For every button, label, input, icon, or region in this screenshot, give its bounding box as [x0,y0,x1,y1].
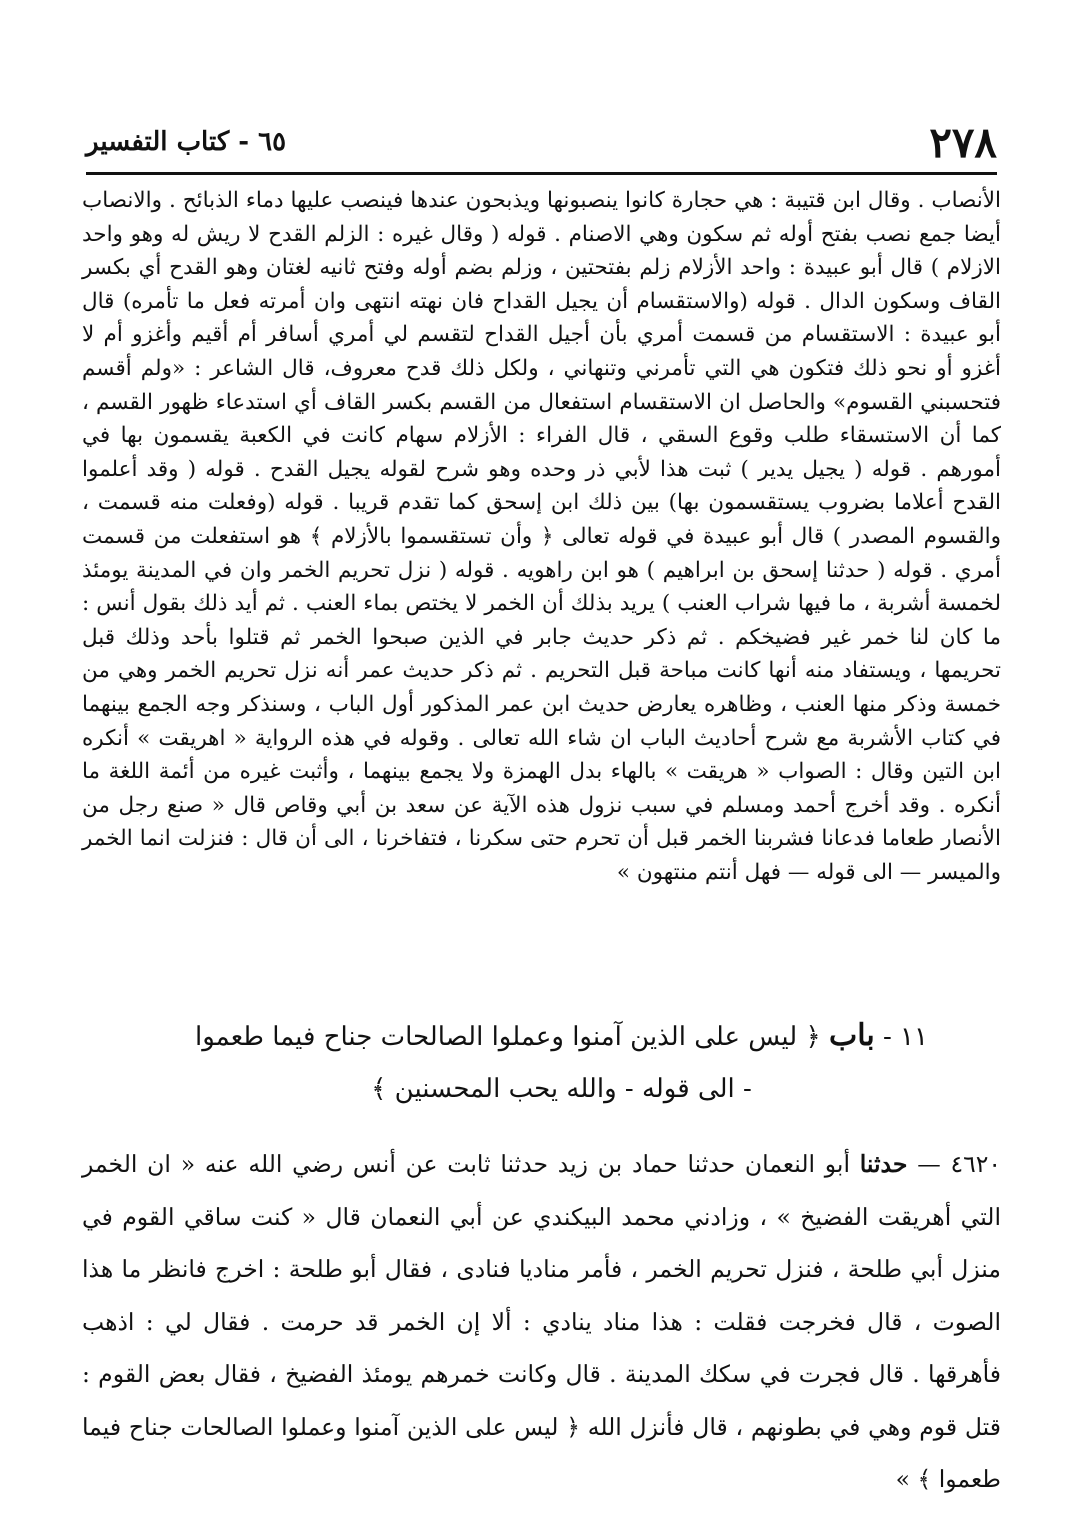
chapter-verse-start: ﴿ ليس على الذين آمنوا وعملوا الصالحات جناح فيما طعموا [195,1022,821,1052]
page-header [86,112,997,172]
chapter-heading-line-1 [150,1010,973,1063]
chapter-number: ١١ - [882,1022,928,1052]
commentary-paragraph: الأنصاب . وقال ابن قتيبة : هي حجارة كانوا ينصبونها ويذبحون عندها فينصب عليها دماء الذبائح . والانصاب أيضا جمع نصب بفتح أوله ثم سكون وهي الاصنام . قوله ( وقال غيره : الزلم القدح لا ريش له وهو واحد الازلام ) قال أبو عبيدة : واحد الأزلام زلم بفتحتين ، وزلم بضم أوله وفتح ثانيه لغتان وهو القدح أي بكسر القاف وسكون الدال . قوله (والاستقسام أن يجيل القداح فان نهته انتهى وان أمرته فعل ما تأمره) قال أبو عبيدة : الاستقسام من قسمت أمري بأن أجيل القداح لتقسم لي أمري أسافر أم أقيم وأغزو أم لا أغزو أو نحو ذلك فتكون هي التي تأمرني وتنهاني ، ولكل ذلك قدح معروف، قال الشاعر : «ولم أقسم فتحسبني القسوم» والحاصل ان الاستقسام استفعال من القسم بكسر القاف أي استدعاء ظهور القسم ، كما أن الاستسقاء طلب وقوع السقي ، قال الفراء : الأزلام سهام كانت في الكعبة يقسمون بها في أمورهم . قوله ( يجيل يدير ) ثبت هذا لأبي ذر وحده وهو شرح لقوله يجيل القدح . قوله ( وقد أعلموا القدح أعلاما بضروب يستقسمون بها) بين ذلك ابن إسحق كما تقدم قريبا . قوله (وفعلت منه قسمت ، والقسوم المصدر ) قال أبو عبيدة في قوله تعالى ﴿ وأن تستقسموا بالأزلام ﴾ هو استفعلت من قسمت أمري . قوله ( حدثنا إسحق بن ابراهيم ) هو ابن راهويه . قوله ( نزل تحريم الخمر وان في المدينة يومئذ لخمسة أشربة ، ما فيها شراب العنب ) يريد بذلك أن الخمر لا يختص بماء العنب . ثم أيد ذلك بقول أنس : ما كان لنا خمر غير فضيخكم . ثم ذكر حديث جابر في الذين صبحوا الخمر ثم قتلوا بأحد وذلك قبل تحريمها ، ويستفاد منه أنها كانت مباحة قبل التحريم . ثم ذكر حديث عمر أنه نزل تحريم الخمر وهي من خمسة وذكر منها العنب ، وظاهره يعارض حديث ابن عمر المذكور أول الباب ، وسنذكر وجه الجمع بينهما في كتاب الأشربة مع شرح أحاديث الباب ان شاء الله تعالى . وقوله في هذه الرواية « اهريقت » أنكره ابن التين وقال : الصواب « هريقت » بالهاء بدل الهمزة ولا يجمع بينهما ، وأثبت غيره من أئمة اللغة ما أنكره . وقد أخرج أحمد ومسلم في سبب نزول هذه الآية عن سعد بن أبي وقاص قال « صنع رجل من الأنصار طعاما فدعانا فشربنا الخمر قبل أن تحرم حتى سكرنا ، فتفاخرنا ، الى أن قال : فنزلت انما الخمر والميسر — الى قوله — فهل أنتم منتهون » [82,188,1001,885]
chapter-heading [150,1010,973,1115]
hadith-number: ٤٦٢٠ — [917,1150,1001,1178]
page-number: ٢٧٨ [929,117,997,167]
hadith-keyword: حدثنا [859,1150,908,1178]
running-title: ٦٥ - كتاب التفسير [86,127,287,157]
hadith-text: أبو النعمان حدثنا حماد بن زيد حدثنا ثابت عن أنس رضي الله عنه « ان الخمر التي أهريقت الفضيخ » ، وزادني محمد البيكندي عن أبي النعمان قال « كنت ساقي القوم في منزل أبي طلحة ، فنزل تحريم الخمر ، فأمر مناديا فنادى ، فقال أبو طلحة : اخرج فانظر ما هذا الصوت ، قال فخرجت فقلت : هذا مناد ينادي : ألا إن الخمر قد حرمت . فقال لي : اذهب فأهرقها . قال فجرت في سكك المدينة . قال وكانت خمرهم يومئذ الفضيخ ، فقال بعض القوم : قتل قوم وهي في بطونهم ، قال فأنزل الله ﴿ ليس على الذين آمنوا وعملوا الصالحات جناح فيما طعموا ﴾ » [82,1150,1001,1493]
chapter-keyword: باب [828,1018,875,1053]
chapter-heading-line-2: - الى قوله - والله يحب المحسنين ﴾ [371,1074,752,1104]
commentary-section [82,184,1001,889]
hadith-section [82,1138,1001,1506]
hadith-paragraph [82,1138,1001,1506]
header-rule [86,172,997,175]
